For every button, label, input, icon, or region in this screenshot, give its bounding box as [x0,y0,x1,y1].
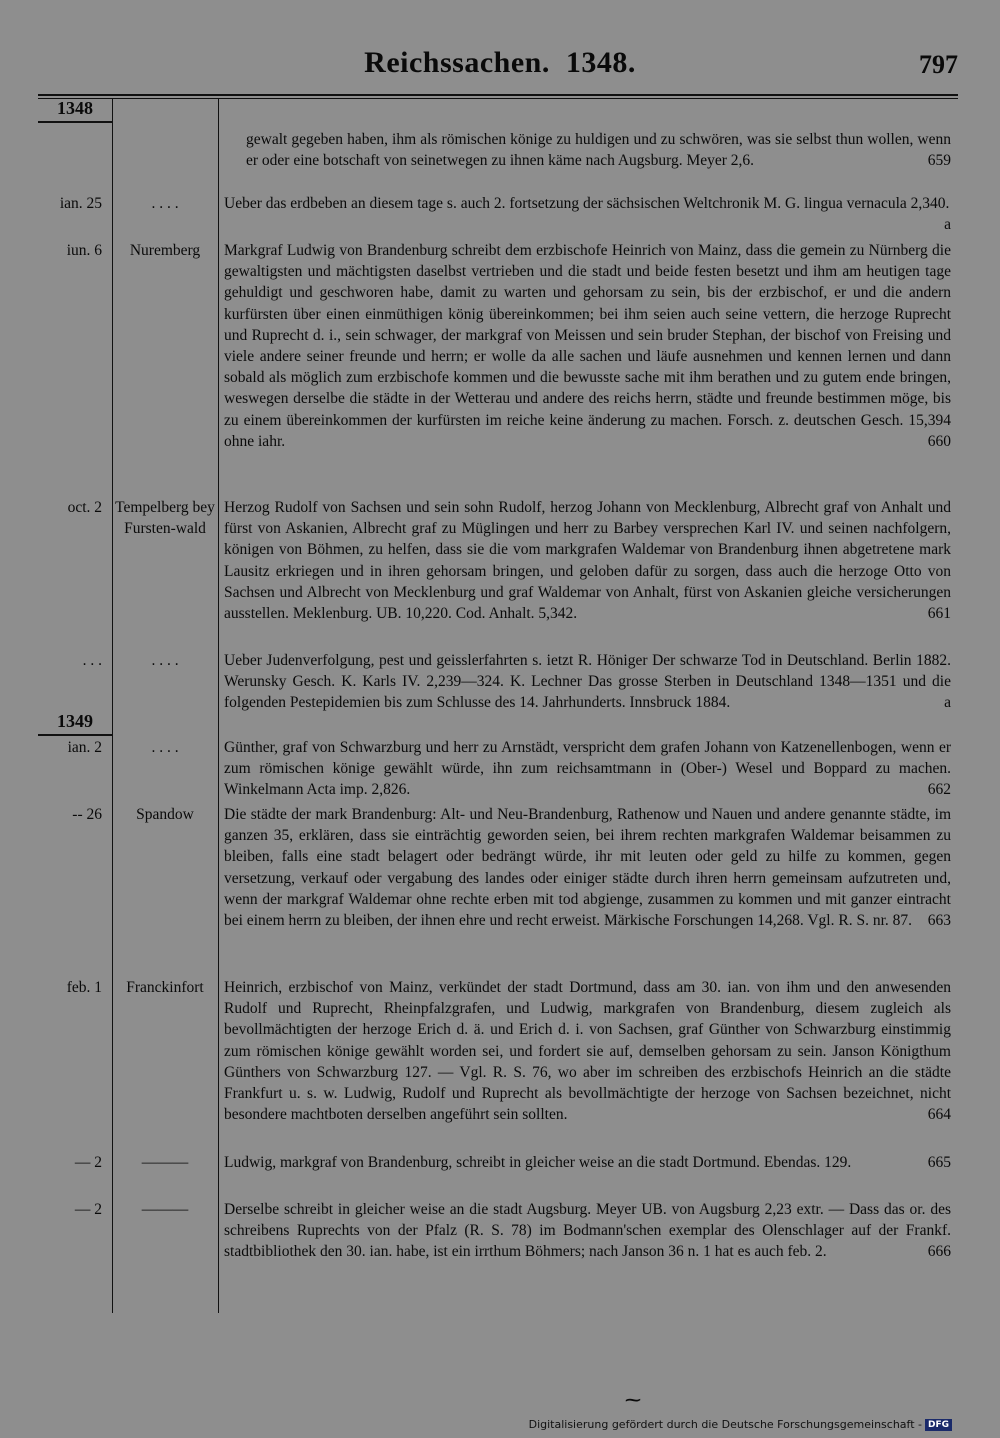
dfg-logo-icon: DFG [925,1419,952,1431]
entry-place: Franckinfort [126,979,204,996]
header-rule [38,94,958,96]
header-rule-thin [38,98,958,99]
column-divider-place [218,98,219,1313]
entry-date: ian. 25 [59,195,102,212]
entry-place: . . . . [151,195,179,212]
entry-date: feb. 1 [66,979,102,996]
entry-number: 660 [927,432,951,450]
year-label-1349: 1349 [57,711,93,731]
entry-date: — 2 [74,1154,102,1171]
entry-body: Die städte der mark Brandenburg: Alt- und Neu-Brandenburg, Rathenow und Nauen und andere genannte städte, im ganzen 35, erklären, dass sie einträchtig geworden seien, bei ihrem rechten markgrafen Waldemar beisammen zu bleiben, falls eine stadt belagert oder bedrängt würde, ihr mit leuten oder geld zu hilfe zu kommen, gegen versetzung, verkauf oder vergabung des landes oder einiger städte durch ihren herrn gemeinsam aufzutreten und, wenn der markgraf Waldemar ohne rechte erben mit tod abgienge, zusammen zu kommen und mit ganzer eintracht bei einem herrn zu bleiben, der ihnen ehre und recht erweist. Märkische Forschungen 14,268. Vgl. R. S. nr. 87. [224,806,951,930]
entry-text [224,497,951,624]
entry-number: 663 [927,912,951,930]
entry-number: 661 [927,605,951,623]
title-year: 1348. [565,46,636,79]
entry-body: Derselbe schreibt in gleicher weise an die stadt Augsburg. Meyer UB. von Augsburg 2,23 extr. — Dass das or. des schreibens Ruprechts von der Pfalz (R. S. 78) im Bodmann'schen exemplar des Olenschlager auf der Frankf. stadtbibliothek den 30. ian. habe, ist ein irrthum Böhmers; nach Janson 36 n. 1 hat es auch feb. 2. [224,1201,951,1261]
entry-place: Spandow [136,806,194,823]
entry-body: Ueber Judenverfolgung, pest und geisslerfahrten s. ietzt R. Höniger Der schwarze Tod in Deutschland. Berlin 1882. Werunsky Gesch. K. Karls IV. 2,239—324. K. Lechner Das grosse Sterben in Deutschland 1348—1351 und die folgenden Pestepidemien bis zum Schlusse des 14. Jahrhunderts. Innsbruck 1884. [224,652,951,712]
entry-number: 662 [927,781,951,799]
entry-body: Markgraf Ludwig von Brandenburg schreibt dem erzbischofe Heinrich von Mainz, dass die gemein zu Nürnberg die gewaltigsten und mächtigsten daselbst vertrieben und die stadt und beide festen besetzt und ihm am heutigen tage gehuldigt und geschworen habe, damit zu warten und gehorsam zu sein, bis der erzbischof, er und die andern kurfürsten über einen einmüthigen könig übereinkommen; bei ihm seien auch seine vettern, die herzoge Ruprecht und Ruprecht d. i., sein schwager, der markgraf von Meissen und sein bruder Stephan, der bischof von Freising und viele andere seiner freunde und herrn; er wolle da alle sachen und läufe ausnehmen und kennen lernen und dann sobald als möglich zum erzbischofe kommen und die bewusste sache mit ihm berathen und zu gutem ende bringen, weswegen derselbe die städte in der Wetterau und andere des reichs herrn, städte und freunde bestimmen möge, bis zu einem übereinkommen der kurfürsten im reiche keine änderung zu machen. Forsch. z. deutschen Gesch. 15,394 ohne iahr. [224,242,951,450]
entry-date: — 2 [74,1201,102,1218]
year-rule-1348 [38,121,112,123]
entry-text [224,1152,951,1173]
entry-body: Günther, graf von Schwarzburg und herr zu Arnstädt, verspricht dem grafen Johann von Katzenellenbogen, wenn er zum römischen könige gewählt würde, ihn zum reichsamtmann in (Ober-) Wesel und Boppard zu machen. Winkelmann Acta imp. 2,826. [224,739,951,799]
entry-text [224,193,951,235]
entry-number: a [944,694,951,712]
entry-place: ——— [141,1154,189,1171]
entry-text [224,650,951,714]
entry-place: . . . . [151,739,179,756]
page-number: 797 [919,50,958,79]
entry-date: . . . [82,652,102,669]
footer-text: Digitalisierung gefördert durch die Deutsche Forschungsgemeinschaft - [528,1418,922,1431]
entry-number: 664 [927,1106,951,1124]
entry-text [224,1199,951,1263]
entry-text [224,804,951,931]
entry-text [224,977,951,1125]
entry-place: . . . . [151,652,179,669]
entry-body: Heinrich, erzbischof von Mainz, verkündet der stadt Dortmund, dass am 30. ian. von ihm und den anwesenden Rudolf und Ruprecht, Rheinpfalzgrafen, und Ludwig, markgrafen von Brandenburg, diesem zugleich als bevollmächtigten der herzoge Erich d. ä. und Erich d. i. von Sachsen, graf Günther von Schwarzburg einstimmig zum römischen könige gewählt worden sei, und fordert sie auf, demselben gehorsam zu sein. Janson Königthum Günthers von Schwarzburg 127. — Vgl. R. S. 76, wo aber im schreiben des erzbischofs Heinrich an die städte Frankfurt u. s. w. Ludwig, Rudolf und Ruprecht als bevollmächtigte der herzoge von Sachsen bezeichnet, nicht besondere machtboten derselben angeführt sein sollten. [224,979,951,1124]
entry-number: 659 [927,152,951,170]
entry-body: Herzog Rudolf von Sachsen und sein sohn Rudolf, herzog Johann von Mecklenburg, Albrecht graf von Anhalt und fürst von Askanien, Albrecht graf zu Müglingen und herr zu Barbey versprechen Karl IV. und seinen nachfolgern, königen von Böhmen, zu helfen, dass sie die vom markgrafen Waldemar von Brandenburg ihnen abgetretene mark Lausitz erkriegen und in ihren gehorsam bringen, und geloben dafür zu sorgen, dass auch die herzoge Otto von Sachsen und Albrecht von Mecklenburg und graf Waldemar von Anhalt, fürst von Askanien gleiche versicherungen ausstellen. Meklenburg. UB. 10,220. Cod. Anhalt. 5,342. [224,499,951,623]
entry-body: Ludwig, markgraf von Brandenburg, schreibt in gleicher weise an die stadt Dortmund. Ebendas. 129. [224,1154,852,1171]
entry-date: ian. 2 [67,739,102,756]
entry-text [224,129,951,171]
entry-date: -- 26 [72,806,102,823]
entry-number: 666 [927,1243,951,1261]
year-rule-1349 [38,734,112,736]
entry-number: 665 [927,1154,951,1171]
title-section: Reichssachen. [364,46,550,79]
year-label-1348: 1348 [57,98,93,118]
footer-credit [529,1418,952,1431]
entry-place: Tempelberg bey Fursten-wald [115,499,215,537]
entry-place: ——— [141,1201,189,1218]
page-title [0,46,1000,80]
entry-number: a [944,216,951,234]
entry-text [224,737,951,801]
entry-body: Ueber das erdbeben an diesem tage s. auch 2. fortsetzung der sächsischen Weltchronik M. G. lingua vernacula 2,340. [224,195,950,212]
entry-text [224,240,951,452]
scan-mark-icon: ⁓ [625,1390,641,1409]
entry-date: oct. 2 [67,499,102,516]
entry-date: iun. 6 [66,242,102,259]
entry-body: gewalt gegeben haben, ihm als römischen könige zu huldigen und zu schwören, was sie selbst thun wollen, wenn er oder eine botschaft von seinetwegen zu ihnen käme nach Augsburg. Meyer 2,6. [246,131,951,170]
column-divider-date [112,98,113,1313]
entry-place: Nuremberg [129,242,201,259]
